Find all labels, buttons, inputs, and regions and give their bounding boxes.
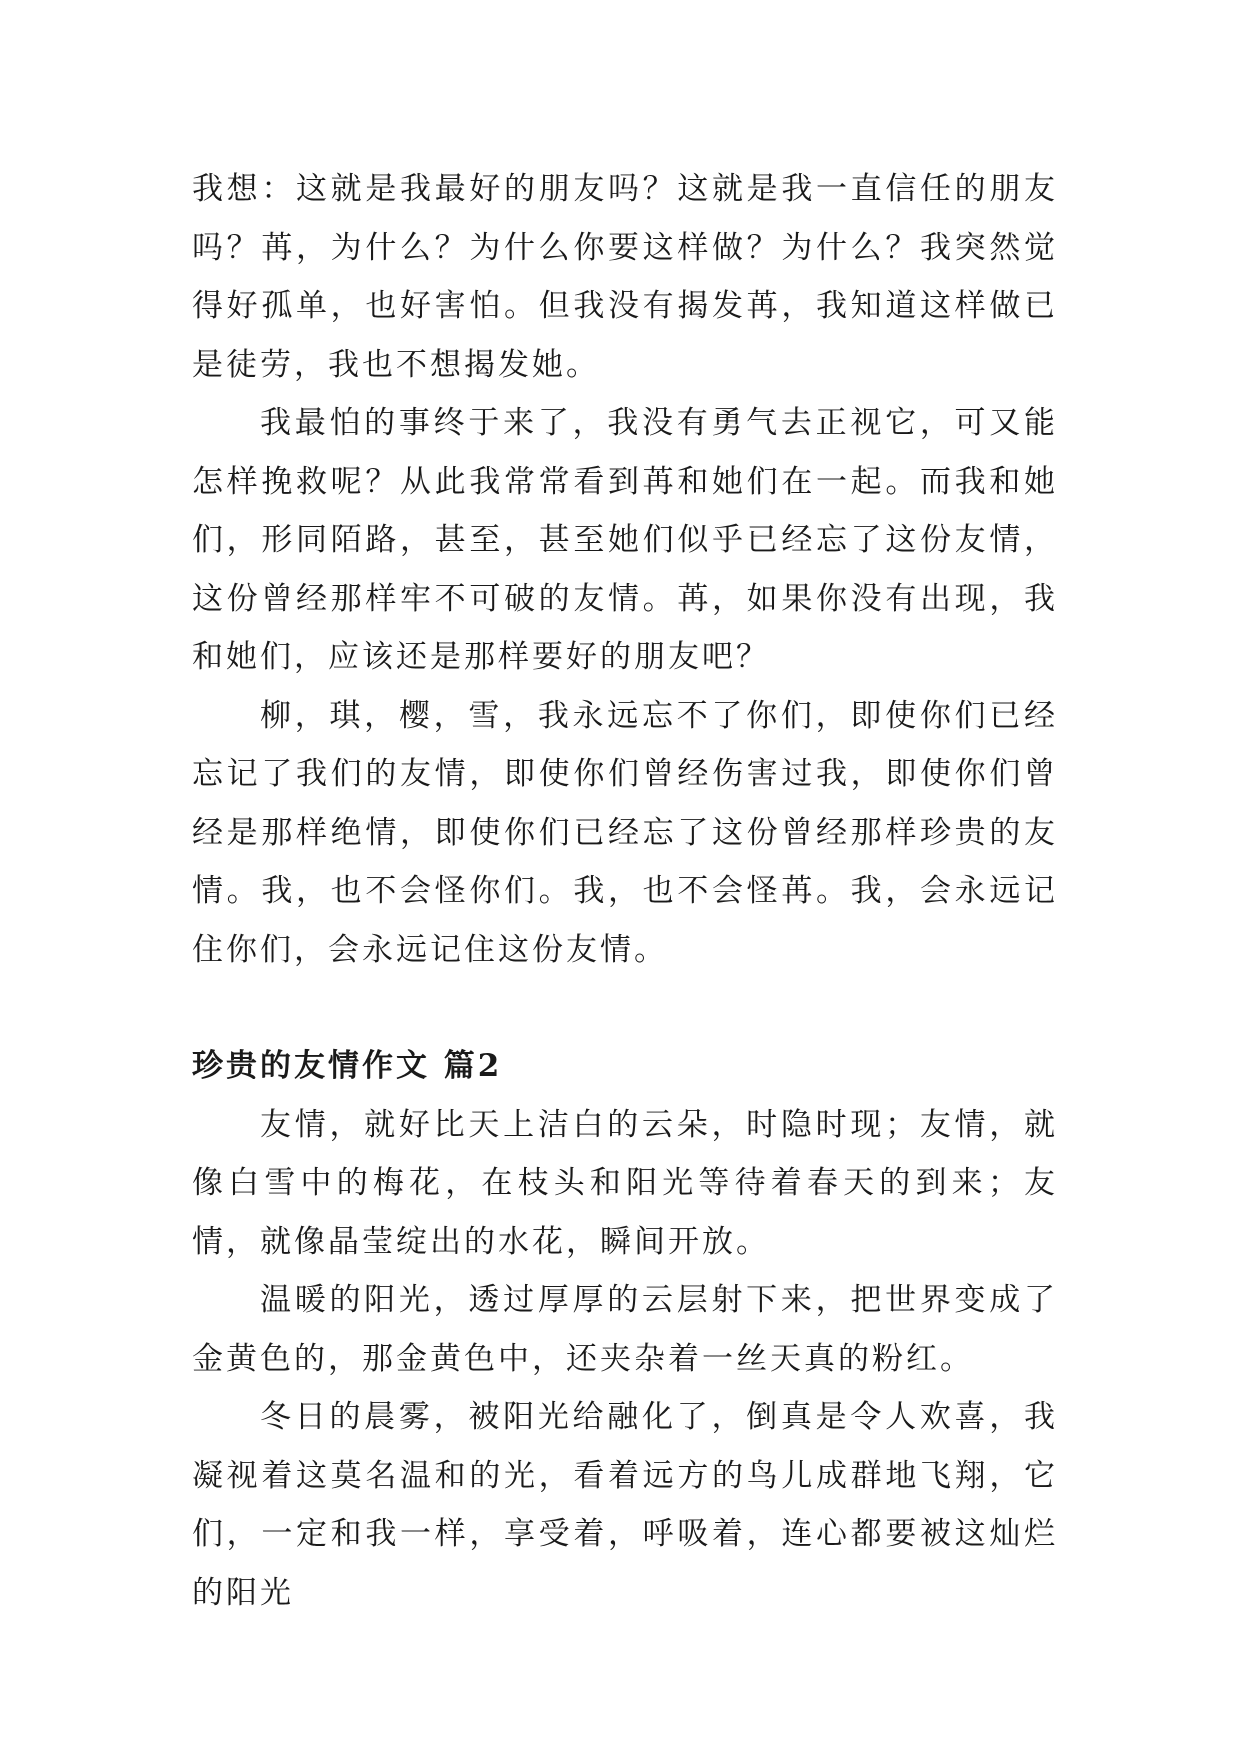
paragraph-3: 柳，琪，樱，雪，我永远忘不了你们，即使你们已经忘记了我们的友情，即使你们曾经伤害过我，即使你们曾经是那样绝情，即使你们已经忘了这份曾经那样珍贵的友情。我，也不会怪你们。我，也不会怪苒。我，会永远记住你们，会永远记住这份友情。 (192, 697, 1058, 968)
paragraph-6: 冬日的晨雾，被阳光给融化了，倒真是令人欢喜，我凝视着这莫名温和的光，看着远方的鸟儿成群地飞翔，它们，一定和我一样，享受着，呼吸着，连心都要被这灿烂的阳光 (192, 1399, 1058, 1611)
paragraph-1: 我想：这就是我最好的朋友吗？这就是我一直信任的朋友吗？苒，为什么？为什么你要这样做？为什么？我突然觉得好孤单，也好害怕。但我没有揭发苒，我知道这样做已是徒劳，我也不想揭发她。 (192, 171, 1058, 383)
paragraph-5: 温暖的阳光，透过厚厚的云层射下来，把世界变成了金黄色的，那金黄色中，还夹杂着一丝天真的粉红。 (192, 1282, 1058, 1377)
document-page (192, 160, 1058, 1622)
paragraph-4: 友情，就好比天上洁白的云朵，时隐时现；友情，就像白雪中的梅花，在枝头和阳光等待着春天的到来；友情，就像晶莹绽出的水花，瞬间开放。 (192, 1106, 1058, 1260)
paragraph-2: 我最怕的事终于来了，我没有勇气去正视它，可又能怎样挽救呢？从此我常常看到苒和她们在一起。而我和她们，形同陌路，甚至，甚至她们似乎已经忘了这份友情，这份曾经那样牢不可破的友情。苒，如果你没有出现，我和她们，应该还是那样要好的朋友吧？ (192, 405, 1058, 675)
section-heading: 珍贵的友情作文 篇2 (192, 1048, 503, 1084)
